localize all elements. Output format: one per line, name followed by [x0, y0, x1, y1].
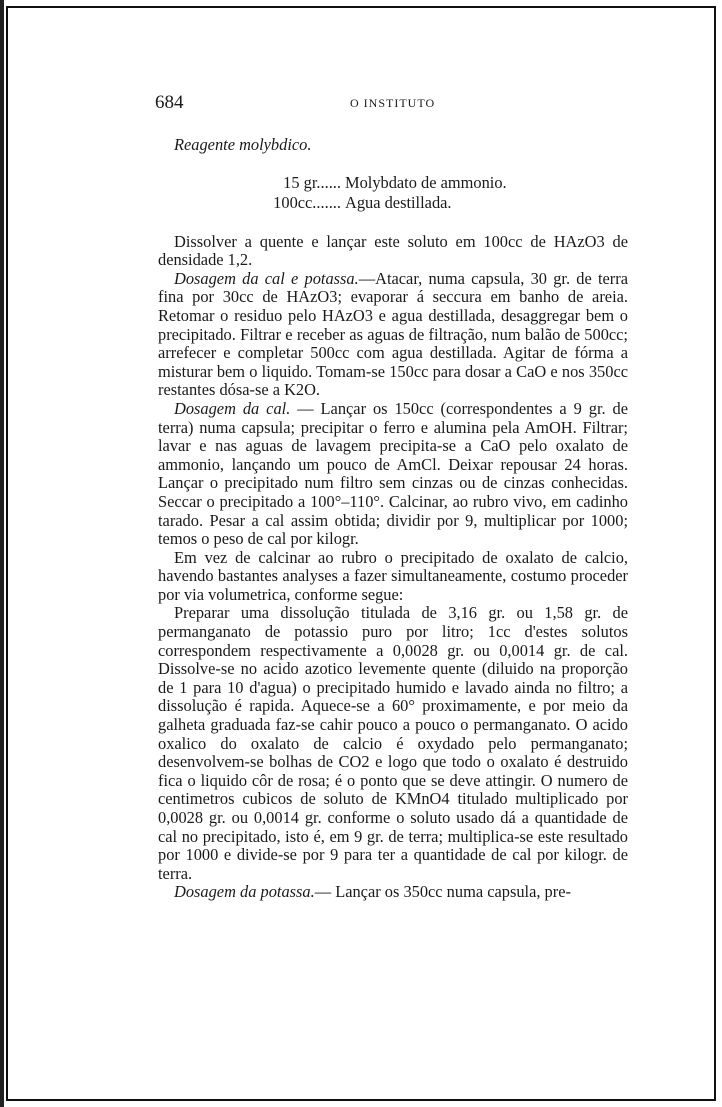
- formula-quantity: 15 gr......: [283, 172, 341, 192]
- paragraph-text: — Lançar os 150cc (correspondentes a 9 gr. de terra) numa capsula; precipitar o ferro e alumina pela AmOH. Filtrar; lavar e nas aguas de lavagem precipita-se a CaO pelo oxalato de ammonio, lançando um pouco de AmCl. Deixar repousar 24 horas. Lançar o precipitado num filtro sem cinzas ou de cinzas conhecidas. Seccar o precipitado a 100°–110°. Calcinar, ao rubro vivo, em cadinho tarado. Pesar a cal assim obtida; dividir por 9, multiplicar por 1000; temos o peso de cal por kilogr.: [158, 398, 629, 549]
- paragraph-text: —Atacar, numa capsula, 30 gr. de terra fina por 30cc de HAzO3; evaporar á seccura em banho de areia. Retomar o residuo pelo HAzO3 e agua destillada, desaggregar bem o precipitado. Filtrar e receber as aguas de filtração, num balão de 500cc; arrefecer e completar 500cc com agua destillada. Agitar de fórma a misturar bem o liquido. Tomam-se 150cc para dosar a CaO e nos 350cc restantes dósa-se a K2O.: [158, 268, 628, 400]
- paragraph: [158, 549, 628, 605]
- scan-edge: [0, 0, 4, 1107]
- paragraph-lead: Dosagem da cal e potassa.: [174, 268, 359, 288]
- formula-row: [158, 193, 628, 213]
- paragraph-text: Preparar uma dissolução titulada de 3,16 gr. ou 1,58 gr. de permanganato de potassio puro por litro; 1cc d'estes solutos correspondem respectivamente a 0,0028 gr. ou 0,0014 gr. de cal. Dissolve-se no acido azotico levemente quente (diluido na proporção de 1 para 10 d'agua) o precipitado humido e lavado ainda no filtro; a dissolução é rapida. Aquece-se a 60° proximamente, e por meio da galheta graduada faz-se cahir pouco a pouco o permanganato. O acido oxalico do oxalato de calcio é oxydado pelo permanganato; desenvolvem-se bolhas de CO2 e logo que todo o oxalato é destruido fica o liquido côr de rosa; é o ponto que se deve attingir. O numero de centimetros cubicos de soluto de KMnO4 titulado multiplicado por 0,0028 gr. ou 0,0014 gr. conforme o soluto usado dá a quantidade de cal no precipitado, isto é, em 9 gr. de terra; multiplica-se este resultado por 1000 e divide-se por 9 para ter a quantidade de cal por kilogr. de terra.: [158, 603, 628, 883]
- formula-row: [158, 173, 628, 193]
- formula-quantity: 100cc.......: [273, 192, 341, 212]
- formula-ingredient: Agua destillada.: [345, 192, 452, 212]
- paragraph-text: — Lançar os 350cc numa capsula, pre-: [314, 882, 571, 902]
- paragraph-text: Em vez de calcinar ao rubro o precipitado de oxalato de calcio, havendo bastantes analyses a fazer simultaneamente, costumo proceder por via volumetrica, conforme segue:: [158, 547, 628, 604]
- paragraph-text: Dissolver a quente e lançar este soluto em 100cc de HAzO3 de densidade 1,2.: [158, 231, 628, 270]
- paragraph-lead: Dosagem da cal.: [174, 398, 291, 418]
- reagent-formula: [158, 173, 628, 213]
- paragraph-lead: Dosagem da potassa.: [174, 882, 315, 902]
- running-head: O INSTITUTO: [350, 96, 436, 110]
- section-heading: Reagente molybdico.: [174, 135, 312, 154]
- paragraph: [158, 270, 628, 400]
- formula-ingredient: Molybdato de ammonio.: [345, 172, 507, 192]
- paragraph: [158, 604, 628, 883]
- page-body: [158, 136, 628, 902]
- paragraph: [158, 883, 628, 902]
- paragraph: [158, 233, 628, 270]
- page-header: [155, 92, 625, 116]
- page-number: 684: [155, 92, 184, 113]
- paragraph: [158, 400, 628, 549]
